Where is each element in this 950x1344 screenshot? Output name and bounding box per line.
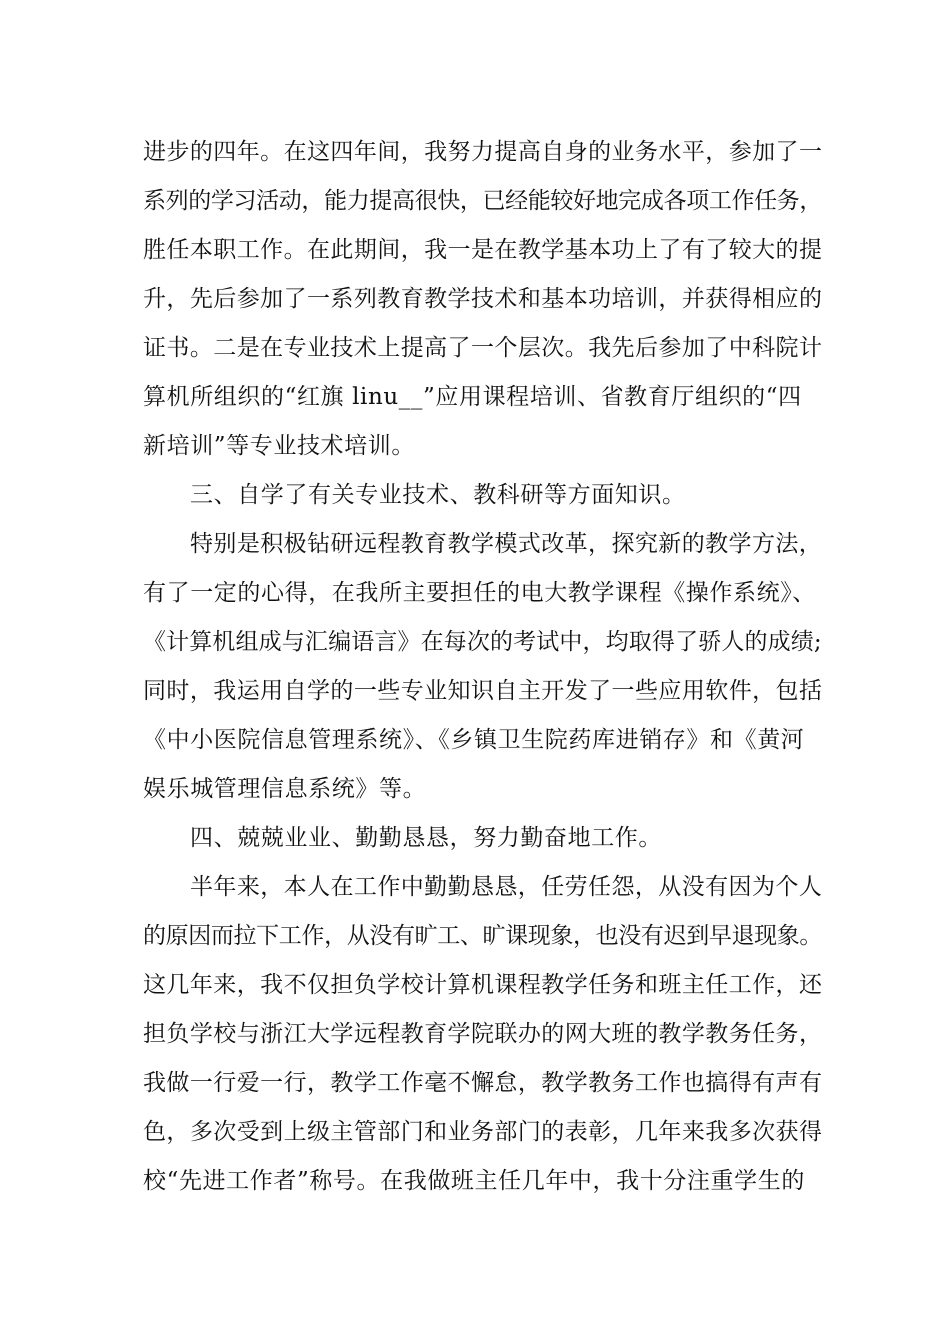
body-text-line: 这几年来，我不仅担负学校计算机课程教学任务和班主任工作，还 — [143, 972, 823, 998]
body-text-line: 同时，我运用自学的一些专业知识自主开发了一些应用软件，包括 — [143, 678, 823, 704]
body-text-line: 娱乐城管理信息系统》等。 — [143, 776, 427, 802]
body-text-line: 校“先进工作者”称号。在我做班主任几年中，我十分注重学生的 — [143, 1168, 805, 1194]
body-text-line: 新培训”等专业技术培训。 — [143, 433, 415, 459]
body-text-line: 特别是积极钻研远程教育教学模式改革，探究新的教学方法， — [190, 531, 823, 557]
body-text-line: 算机所组织的“红旗 linu__”应用课程培训、省教育厅组织的“四 — [143, 384, 802, 410]
body-text-line: 《中小医院信息管理系统》、《乡镇卫生院药库进销存》和《黄河 — [143, 727, 805, 753]
body-text-line: 系列的学习活动，能力提高很快，已经能较好地完成各项工作任务， — [143, 188, 823, 214]
body-text-line: 我做一行爱一行，教学工作毫不懈怠，教学教务工作也搞得有声有 — [143, 1070, 823, 1096]
section-heading: 三、自学了有关专业技术、教科研等方面知识。 — [190, 482, 686, 508]
body-text-line: 证书。二是在专业技术上提高了一个层次。我先后参加了中科院计 — [143, 335, 823, 361]
section-heading: 四、兢兢业业、勤勤恳恳，努力勤奋地工作。 — [190, 825, 662, 851]
body-text-line: 胜任本职工作。在此期间，我一是在教学基本功上了有了较大的提 — [143, 237, 823, 263]
body-text-line: 的原因而拉下工作，从没有旷工、旷课现象，也没有迟到早退现象。 — [143, 923, 823, 949]
body-text-line: 《计算机组成与汇编语言》在每次的考试中，均取得了骄人的成绩; — [143, 629, 822, 655]
body-text-line: 进步的四年。在这四年间，我努力提高自身的业务水平，参加了一 — [143, 139, 823, 165]
body-text-line: 担负学校与浙江大学远程教育学院联办的网大班的教学教务任务， — [143, 1021, 823, 1047]
body-text-line: 有了一定的心得，在我所主要担任的电大教学课程《操作系统》、 — [143, 580, 816, 606]
body-text-line: 升，先后参加了一系列教育教学技术和基本功培训，并获得相应的 — [143, 286, 823, 312]
body-text-line: 色，多次受到上级主管部门和业务部门的表彰，几年来我多次获得 — [143, 1119, 823, 1145]
body-text-line: 半年来，本人在工作中勤勤恳恳，任劳任怨，从没有因为个人 — [190, 874, 823, 900]
